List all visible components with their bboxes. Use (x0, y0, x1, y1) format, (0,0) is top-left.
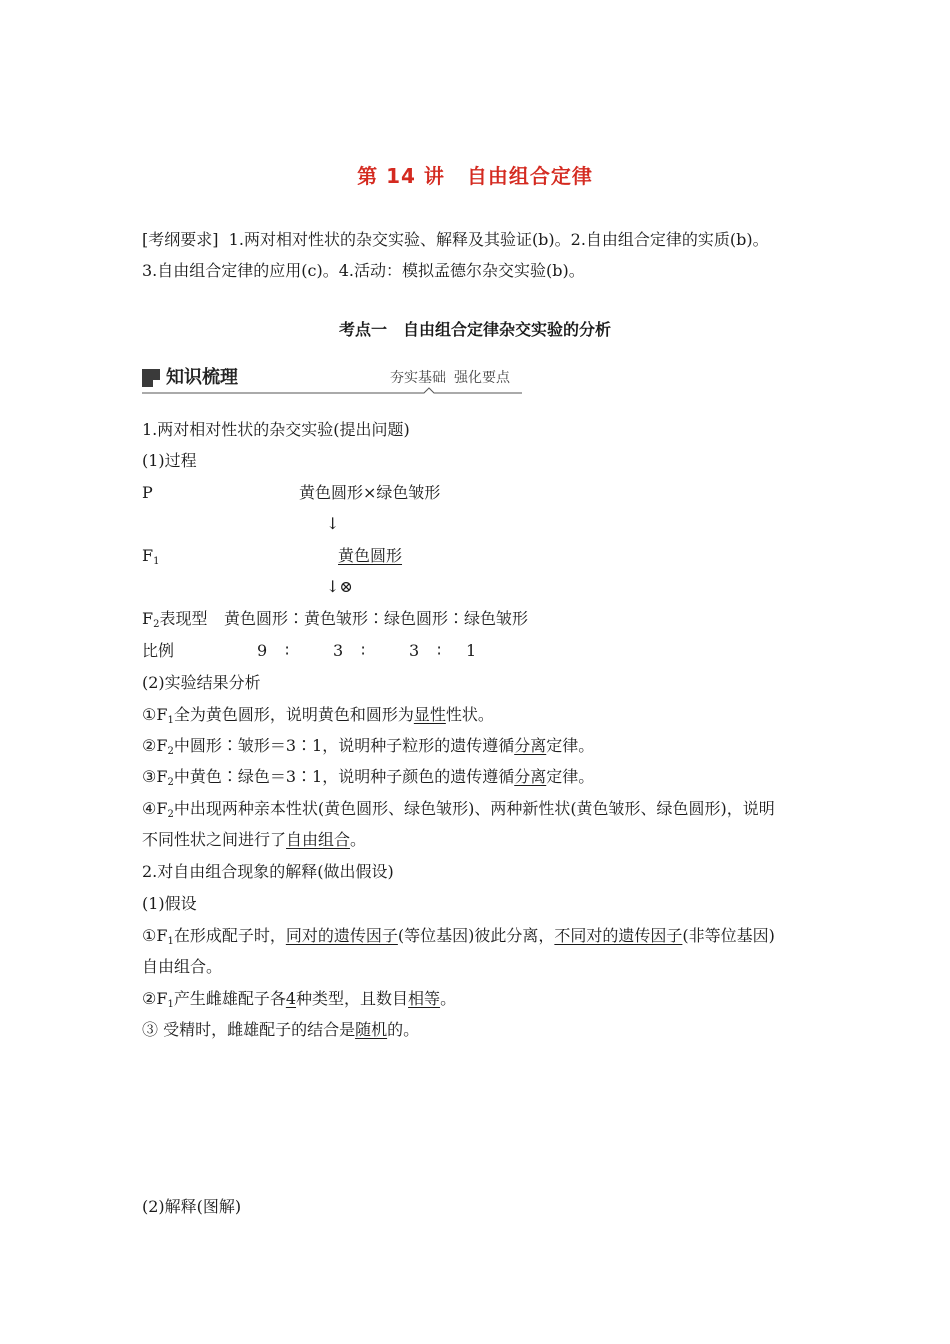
self-cross-arrow-icon: ↓⊗ (326, 577, 353, 596)
cross-p-value: 黄色圆形×绿色皱形 (299, 483, 441, 502)
analysis-line-3: ③F2中黄色∶绿色＝3∶1，说明种子颜色的遗传遵循分离定律。 (142, 767, 595, 788)
ratio-sep: ∶ (285, 641, 290, 660)
ratio-sep: ∶ (361, 641, 366, 660)
hypothesis-line-2: ②F1产生雌雄配子各4种类型，且数目相等。 (142, 989, 457, 1010)
item1-heading: 1.两对相对性状的杂交实验(提出问题) (142, 420, 410, 439)
analysis-line-5: 不同性状之间进行了自由组合。 (142, 830, 367, 849)
ratio-value: 9 (257, 641, 268, 660)
ratio-label: 比例 (142, 641, 175, 660)
lesson-title: 第 14 讲 自由组合定律 (357, 164, 593, 188)
ratio-value: 3 (333, 641, 344, 660)
ratio-value: 3 (409, 641, 420, 660)
cross-p-label: P (142, 483, 153, 502)
knowledge-banner (142, 366, 522, 396)
cross-f2-label: F2表现型 (142, 609, 208, 630)
analysis-line-2: ②F2中圆形∶皱形＝3∶1，说明种子粒形的遗传遵循分离定律。 (142, 736, 595, 757)
cross-f1-label: F1 (142, 546, 160, 567)
analysis-line-4: ④F2中出现两种亲本性状(黄色圆形、绿色皱形)、两种新性状(黄色皱形、绿色圆形)，说明 (142, 799, 775, 820)
item2-hypothesis-heading: (1)假设 (142, 894, 197, 913)
banner-subtitle: 夯实基础 强化要点 (390, 370, 510, 386)
requirements-line-2: 3.自由组合定律的应用(c)。4.活动：模拟孟德尔杂交实验(b)。 (142, 261, 585, 280)
banner-heading: 知识梳理 (166, 367, 238, 388)
explanation-heading: (2)解释(图解) (142, 1197, 242, 1216)
hypothesis-line-1b: 自由组合。 (142, 957, 223, 976)
banner-underline (142, 386, 522, 398)
hypothesis-line-1: ①F1在形成配子时，同对的遗传因子(等位基因)彼此分离，不同对的遗传因子(非等位基因) (142, 926, 775, 947)
item2-heading: 2.对自由组合现象的解释(做出假设) (142, 862, 394, 881)
item1-process-heading: (1)过程 (142, 451, 197, 470)
analysis-line-1: ①F1全为黄色圆形，说明黄色和圆形为显性性状。 (142, 705, 494, 726)
cross-f2-value: 黄色圆形∶黄色皱形∶绿色圆形∶绿色皱形 (224, 609, 529, 628)
section-heading: 考点一 自由组合定律杂交实验的分析 (338, 320, 612, 339)
cross-f1-value: 黄色圆形 (338, 546, 403, 565)
square-icon (142, 369, 160, 387)
requirements-line-1: [考纲要求] 1.两对相对性状的杂交实验、解释及其验证(b)。2.自由组合定律的实质(b)。 (142, 230, 769, 249)
ratio-sep: ∶ (437, 641, 442, 660)
hypothesis-line-3: ③ 受精时，雌雄配子的结合是随机的。 (142, 1020, 420, 1039)
ratio-value: 1 (466, 641, 477, 660)
analysis-heading: (2)实验结果分析 (142, 673, 261, 692)
down-arrow-icon: ↓ (326, 514, 340, 533)
